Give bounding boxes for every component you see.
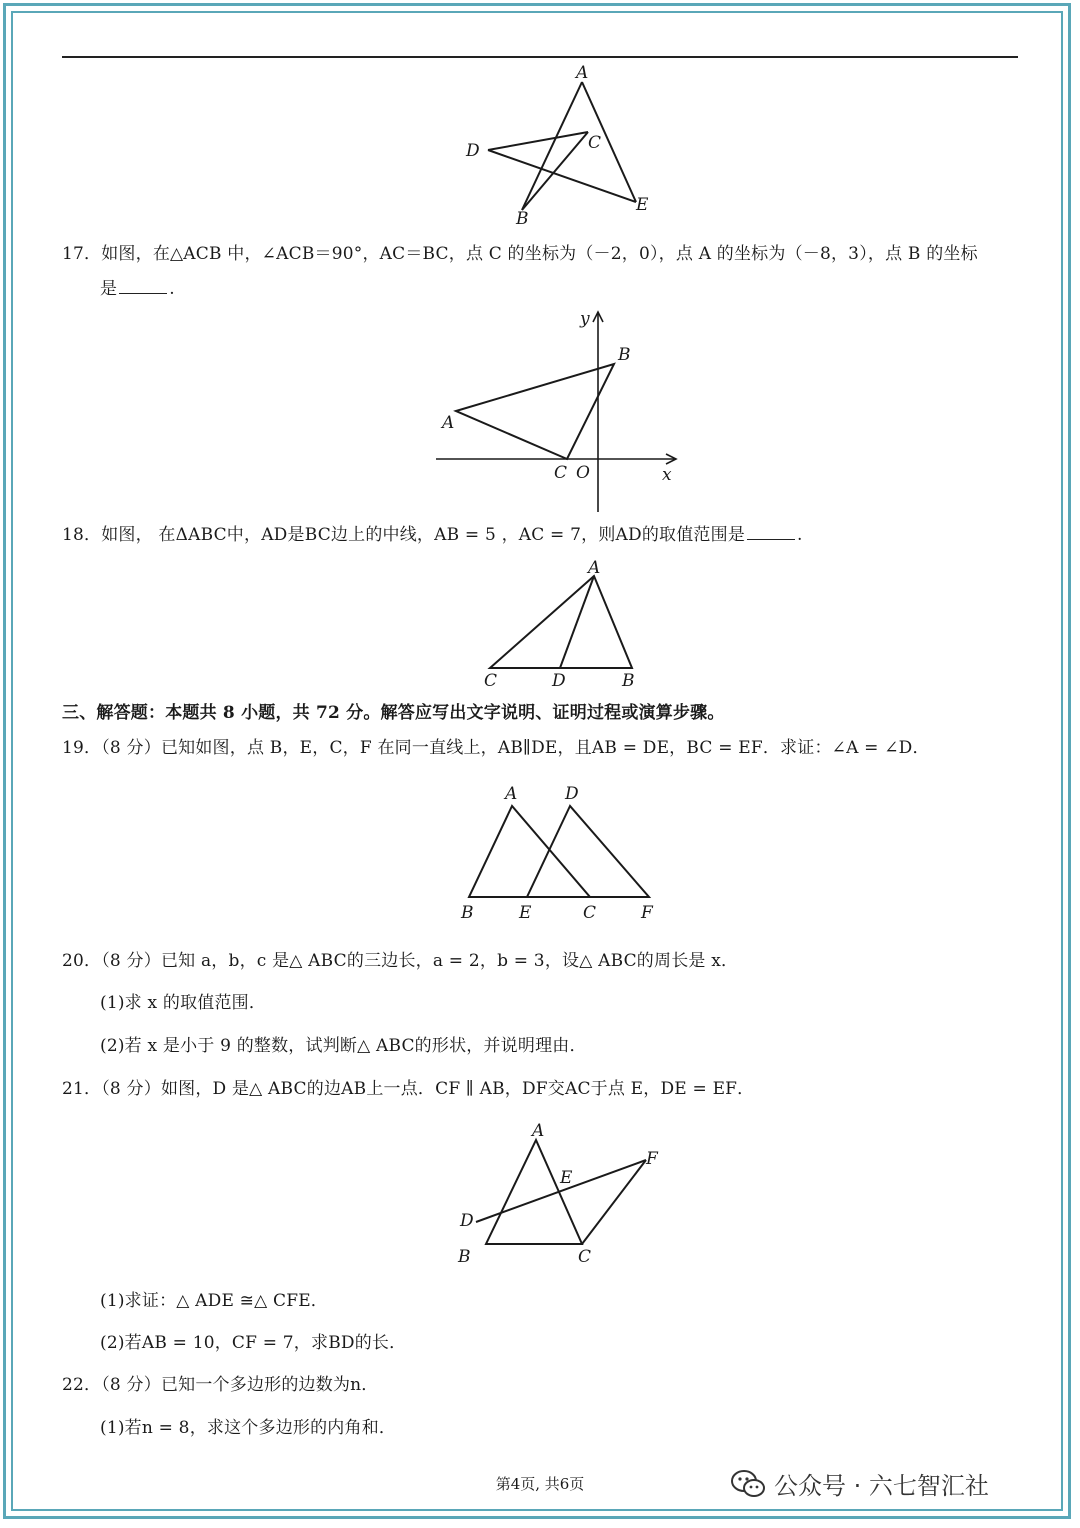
fig16-segment-dc (488, 132, 588, 150)
figure-q19 (455, 778, 675, 928)
fig19-label-f: F (641, 903, 653, 923)
q17-text-line2 (100, 277, 175, 301)
figure-q21 (450, 1118, 670, 1268)
q22-part1: (1)若n = 8，求这个多边形的内角和． (100, 1418, 397, 1438)
fig19-triangle-abc (469, 806, 590, 897)
fig19-triangle-def (527, 806, 649, 897)
fig18-label-c: C (484, 671, 498, 691)
fig17-label-x: x (662, 465, 672, 485)
fig19-label-a: A (505, 784, 518, 804)
fig21-label-c: C (578, 1247, 592, 1267)
q18-text (62, 523, 803, 547)
figure-q16 (460, 62, 660, 232)
fig17-label-y: y (580, 309, 590, 329)
fig16-label-d: D (466, 141, 480, 161)
fig21-label-f: F (646, 1149, 658, 1169)
q21-stem: 21．（8 分）如图，D 是△ ABC的边AB上一点．CF ∥ AB，DF交AC于点 E，DE = EF． (62, 1079, 755, 1099)
fig16-segment-bc (522, 132, 588, 210)
fig21-triangle-abc (486, 1140, 582, 1244)
q21-part1: (1)求证：△ ADE ≅△ CFE． (100, 1291, 329, 1311)
q20-stem: 20．（8 分）已知 a，b，c 是△ ABC的三边长，a = 2，b = 3，设△ ABC的周长是 x． (62, 951, 739, 971)
header-rule (62, 56, 1018, 58)
watermark-text: 公众号 · 六七智汇社 (774, 1472, 989, 1500)
fig19-label-d: D (565, 784, 579, 804)
q18-text-post: . (797, 525, 803, 545)
section-3-heading: 三、解答题：本题共 8 小题，共 72 分。解答应写出文字说明、证明过程或演算步骤。 (62, 703, 725, 723)
page-border-inner (11, 11, 1063, 1511)
q19-text: 19．（8 分）已知如图，点 B，E，C，F 在同一直线上，AB∥DE，且AB = DE，BC = EF．求证：∠A = ∠D． (62, 738, 930, 758)
q17-line2-pre: 是 (100, 279, 118, 299)
q20-part2: (2)若 x 是小于 9 的整数，试判断△ ABC的形状，并说明理由． (100, 1036, 587, 1056)
fig19-label-e: E (519, 903, 532, 923)
fig16-label-b: B (516, 209, 529, 229)
fig21-label-b: B (458, 1247, 471, 1267)
fig16-label-e: E (636, 195, 649, 215)
q18-text-pre: 18．如图， 在ΔABC中，AD是BC边上的中线，AB = 5 ，AC = 7，则AD的取值范围是 (62, 525, 746, 545)
fig19-label-c: C (583, 903, 597, 923)
fig21-label-e: E (560, 1168, 573, 1188)
fig17-label-a: A (442, 413, 455, 433)
watermark (730, 1466, 989, 1501)
fig18-label-d: D (552, 671, 566, 691)
q18-answer-blank (747, 523, 795, 540)
q17-text-line1: 17．如图，在△ACB 中，∠ACB＝90°，AC＝BC，点 C 的坐标为（－2，0），点 A 的坐标为（－8，3），点 B 的坐标 (62, 244, 978, 264)
fig17-label-o: O (576, 463, 590, 483)
q20-part1: (1)求 x 的取值范围． (100, 993, 267, 1013)
fig18-label-b: B (622, 671, 635, 691)
fig16-label-a: A (576, 63, 589, 83)
q17-answer-blank (119, 277, 167, 294)
fig16-segment-de (488, 150, 636, 202)
fig16-label-c: C (588, 133, 602, 153)
q17-line2-post: . (169, 279, 175, 299)
page-footer: 第4页, 共6页 (495, 1475, 585, 1493)
fig17-label-c: C (554, 463, 568, 483)
fig17-label-b: B (618, 345, 631, 365)
fig21-label-a: A (532, 1121, 545, 1141)
fig21-label-d: D (460, 1211, 474, 1231)
fig17-triangle-acb (456, 364, 614, 459)
wechat-icon (730, 1469, 766, 1499)
fig18-triangle-abc (490, 576, 632, 668)
figure-q18 (470, 556, 650, 692)
fig18-label-a: A (588, 558, 601, 578)
fig16-segment-ab (522, 82, 582, 210)
q21-part2: (2)若AB = 10，CF = 7，求BD的长． (100, 1333, 407, 1353)
q22-stem: 22．（8 分）已知一个多边形的边数为n． (62, 1375, 379, 1395)
figure-q17 (430, 306, 690, 521)
fig19-label-b: B (461, 903, 474, 923)
